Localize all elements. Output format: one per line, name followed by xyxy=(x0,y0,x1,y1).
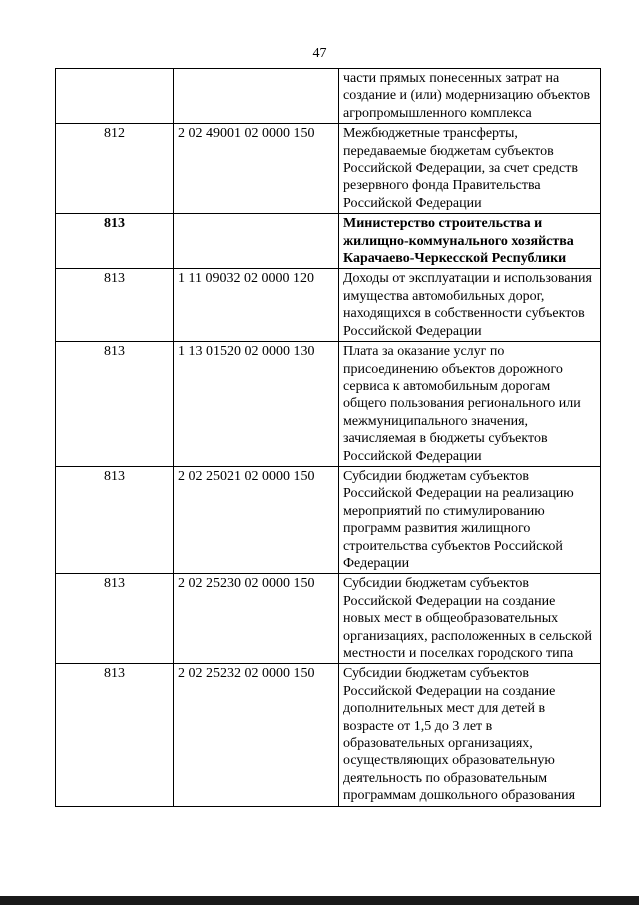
revenue-name-cell: Межбюджетные трансферты, передаваемые бюджетам субъектов Российской Федерации, за счет средств резервного фонда Правительства Российской Федерации xyxy=(339,124,601,214)
revenue-name-cell: Доходы от эксплуатации и использования имущества автомобильных дорог, находящихся в собственности субъектов Российской Федерации xyxy=(339,269,601,342)
admin-code-cell: 813 xyxy=(56,269,174,342)
table-row xyxy=(56,69,601,124)
revenue-name-cell: Субсидии бюджетам субъектов Российской Федерации на создание дополнительных мест для детей в возрасте от 1,5 до 3 лет в образовательных организациях, осуществляющих образовательную деятельность по образовательным программам дошкольного образования xyxy=(339,664,601,806)
budget-code-cell xyxy=(174,69,339,124)
revenue-name-cell: части прямых понесенных затрат на создание и (или) модернизацию объектов агропромышленного комплекса xyxy=(339,69,601,124)
admin-code-cell: 813 xyxy=(56,342,174,467)
table-row xyxy=(56,574,601,664)
admin-code-cell xyxy=(56,69,174,124)
budget-code-cell: 2 02 25021 02 0000 150 xyxy=(174,466,339,573)
table-row xyxy=(56,342,601,467)
budget-code-cell: 2 02 25230 02 0000 150 xyxy=(174,574,339,664)
admin-code-cell: 813 xyxy=(56,214,174,269)
ministry-name-cell: Министерство строительства и жилищно-коммунального хозяйства Карачаево-Черкесской Республики xyxy=(339,214,601,269)
budget-code-cell: 2 02 25232 02 0000 150 xyxy=(174,664,339,806)
table-row-ministry-header xyxy=(56,214,601,269)
table-row xyxy=(56,269,601,342)
scan-bottom-edge xyxy=(0,896,639,905)
budget-code-cell: 1 13 01520 02 0000 130 xyxy=(174,342,339,467)
revenue-name-cell: Субсидии бюджетам субъектов Российской Федерации на создание новых мест в общеобразовательных организациях, расположенных в сельской местности и поселках городского типа xyxy=(339,574,601,664)
admin-code-cell: 813 xyxy=(56,664,174,806)
admin-code-cell: 812 xyxy=(56,124,174,214)
table-row xyxy=(56,466,601,573)
table-row xyxy=(56,124,601,214)
admin-code-cell: 813 xyxy=(56,574,174,664)
table-row xyxy=(56,664,601,806)
budget-code-cell xyxy=(174,214,339,269)
revenue-name-cell: Плата за оказание услуг по присоединению объектов дорожного сервиса к автомобильным дорогам общего пользования регионального или межмуниципального значения, зачисляемая в бюджеты субъектов Российской Федерации xyxy=(339,342,601,467)
revenue-codes-table xyxy=(55,68,601,807)
admin-code-cell: 813 xyxy=(56,466,174,573)
revenue-name-cell: Субсидии бюджетам субъектов Российской Федерации на реализацию мероприятий по стимулированию программ развития жилищного строительства субъектов Российской Федерации xyxy=(339,466,601,573)
budget-code-cell: 1 11 09032 02 0000 120 xyxy=(174,269,339,342)
budget-code-cell: 2 02 49001 02 0000 150 xyxy=(174,124,339,214)
page-number: 47 xyxy=(312,46,327,61)
